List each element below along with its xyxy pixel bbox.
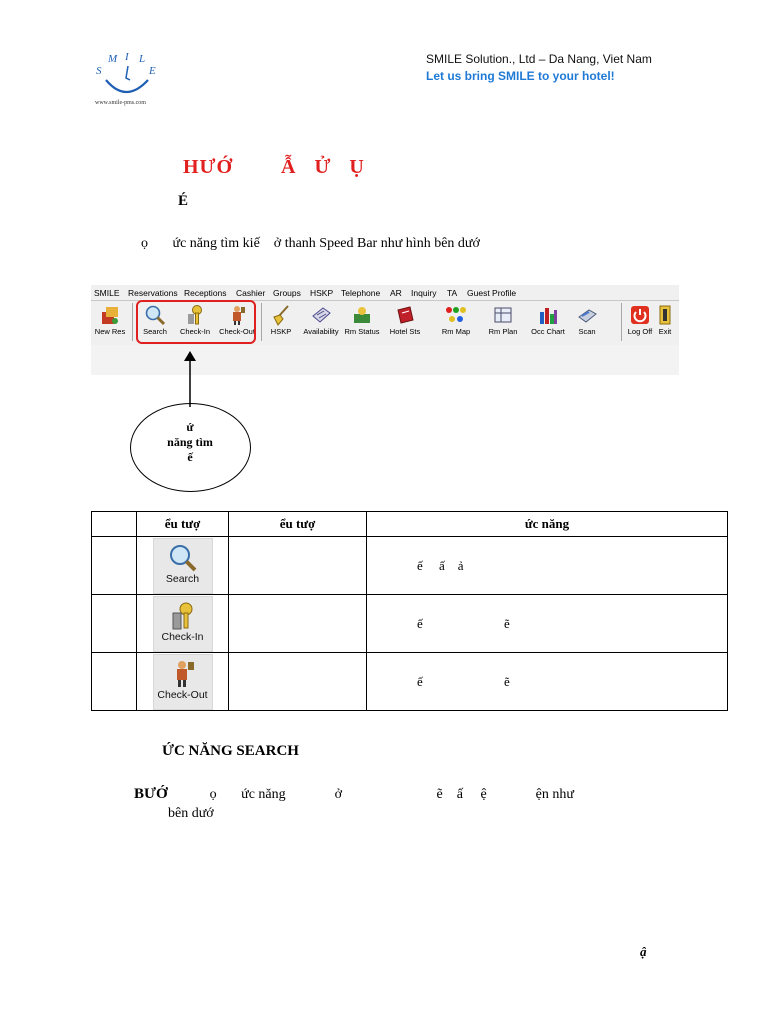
table-row: [92, 537, 728, 595]
function-desc-cell: ế ẽ: [367, 653, 728, 711]
up-arrow-icon: [180, 349, 200, 407]
document-title: HƯỚ Ẫ Ử Ụ: [183, 156, 365, 178]
rm-status-icon: [351, 304, 373, 326]
menu-item[interactable]: Groups: [273, 288, 301, 298]
step-label: BƯỚ: [134, 786, 168, 802]
callout-text: [150, 420, 230, 465]
icon-label: Check-In: [161, 631, 204, 643]
logo-letter: I: [125, 52, 129, 63]
step-paragraph: [134, 786, 574, 803]
table-row: [92, 595, 728, 653]
page-number: ậ: [640, 944, 647, 959]
exit-icon: [658, 304, 672, 326]
table-header: ểu tượ: [137, 512, 229, 537]
check-in-icon-tile: [153, 596, 213, 652]
logo-letter: E: [149, 65, 156, 77]
availability-button[interactable]: Availability: [301, 302, 341, 344]
step-text: ọ ức năng ở ẽ ấ ệ ện như: [167, 787, 574, 802]
slogan: Let us bring SMILE to your hotel!: [426, 69, 615, 83]
occ-chart-button[interactable]: Occ Chart: [528, 302, 568, 344]
callout-line: năng tìm: [167, 435, 213, 449]
scan-icon: [576, 304, 598, 326]
intro-text: ọ ức năng tìm kiế ở thanh Speed Bar như hình bên dướ: [141, 236, 480, 251]
section-1-heading: É: [178, 193, 189, 209]
menu-item[interactable]: Telephone: [341, 288, 381, 298]
logo-letter: S: [96, 65, 102, 77]
menu-bar: [91, 285, 679, 300]
search-icon-tile: [153, 538, 213, 594]
menu-item[interactable]: HSKP: [310, 288, 334, 298]
company-name: SMILE Solution., Ltd – Da Nang, Viet Nam: [426, 52, 652, 66]
hotel-sts-button[interactable]: Hotel Sts: [387, 302, 423, 344]
occ-chart-icon: [537, 304, 559, 326]
rm-map-button[interactable]: Rm Map: [436, 302, 476, 344]
table-header: ức năng: [367, 512, 728, 537]
rm-map-icon: [444, 304, 468, 326]
icon-name-cell: [229, 595, 367, 653]
table-row: [92, 653, 728, 711]
log-off-button[interactable]: Log Off: [625, 302, 655, 344]
rm-plan-icon: [492, 304, 514, 326]
logo-letter: M: [108, 53, 118, 65]
new-res-icon: [99, 304, 121, 326]
broom-icon: [270, 304, 292, 326]
check-out-button[interactable]: Check-Out: [216, 302, 258, 344]
icon-name-cell: [229, 653, 367, 711]
section-2-heading: ỨC NĂNG SEARCH: [162, 743, 299, 759]
rm-plan-button[interactable]: Rm Plan: [483, 302, 523, 344]
check-out-icon-tile: [153, 654, 213, 710]
check-in-button[interactable]: Check-In: [176, 302, 214, 344]
menu-item[interactable]: Cashier: [236, 288, 266, 298]
icon-label: Search: [165, 573, 200, 585]
table-header: ểu tượ: [229, 512, 367, 537]
hskp-button[interactable]: HSKP: [264, 302, 298, 344]
menu-item[interactable]: Reservations: [128, 288, 178, 298]
highlight-box: [136, 300, 256, 344]
smile-face-logo-icon: [92, 52, 172, 102]
function-desc-cell: ế ấ ả: [367, 537, 728, 595]
log-off-icon: [629, 304, 651, 326]
availability-icon: [310, 304, 332, 326]
menu-item[interactable]: TA: [447, 288, 458, 298]
logo-url: www.smile-pms.com: [95, 100, 146, 106]
rm-status-button[interactable]: Rm Status: [342, 302, 382, 344]
callout-line: ế: [187, 450, 193, 464]
menu-item[interactable]: Guest Profile: [467, 288, 517, 298]
menu-item[interactable]: AR: [390, 288, 402, 298]
check-in-key-icon: [167, 601, 199, 631]
hotel-sts-icon: [394, 304, 416, 326]
menu-item[interactable]: Inquiry: [411, 288, 437, 298]
exit-button[interactable]: Exit: [655, 302, 675, 344]
search-icon: [167, 543, 199, 573]
menu-item[interactable]: SMILE: [94, 288, 120, 298]
callout-line: ứ: [186, 420, 194, 434]
table-header: [92, 512, 137, 537]
function-desc-cell: ế ẽ: [367, 595, 728, 653]
table-header-row: [92, 512, 728, 537]
logo-letter: L: [139, 53, 146, 65]
search-button[interactable]: Search: [137, 302, 173, 344]
new-res-button[interactable]: New Res: [91, 302, 129, 344]
menu-item[interactable]: Receptions: [184, 288, 227, 298]
icon-function-table: [91, 511, 728, 711]
step-text-line2: bên dướ: [168, 806, 214, 821]
icon-label: Check-Out: [157, 689, 208, 701]
icon-name-cell: [229, 537, 367, 595]
scan-button[interactable]: Scan: [570, 302, 604, 344]
check-out-bellboy-icon: [167, 659, 199, 689]
